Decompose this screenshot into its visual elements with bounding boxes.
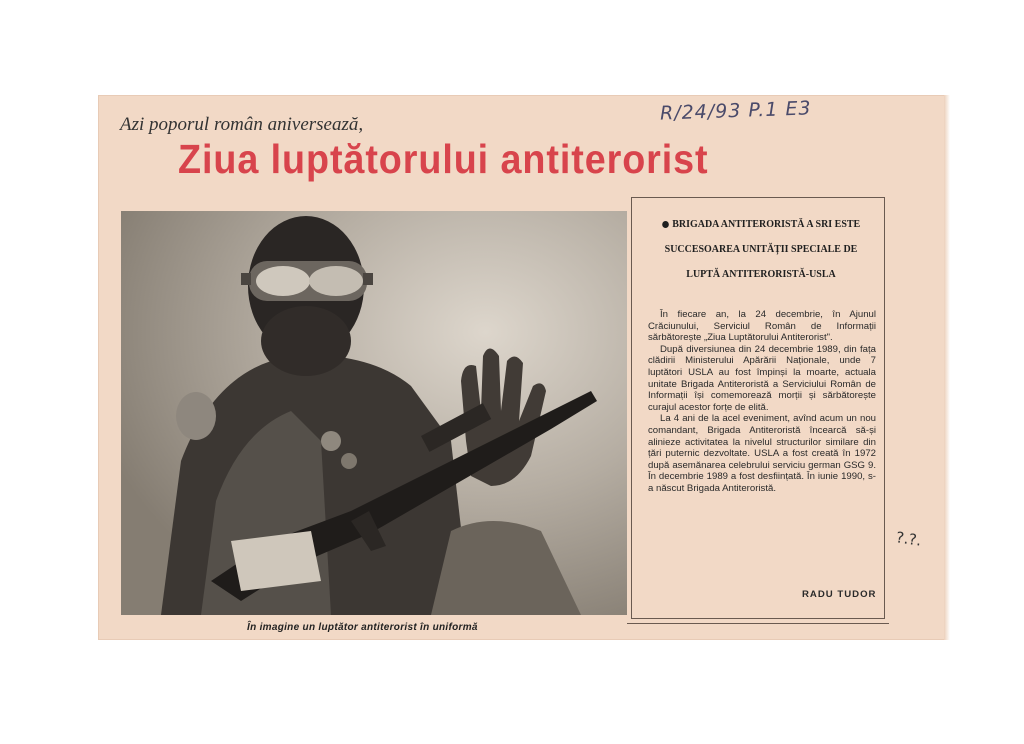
handwritten-archive-note: R/24/93 P.1 E3: [659, 97, 812, 125]
bullet-icon: [662, 221, 669, 228]
sidebar-body: [648, 309, 876, 495]
photo-caption: În imagine un luptător antiterorist în uniformă: [247, 622, 478, 633]
byline: RADU TUDOR: [802, 589, 877, 600]
masked-soldier-illustration: [121, 211, 627, 615]
sidebar-paragraph: La 4 ani de la acel eveniment, avînd acum un nou comandant, Brigada Antiteroristă încearcă să-și alinieze activitatea la nivelul structurilor similare din țări puternic dezvoltate. USLA a fost creată în 1972 după asemănarea celebrului serviciu german GSG 9. În decembrie 1989 a fost desființată. În iunie 1990, s-a născut Brigada Antiteroristă.: [648, 413, 876, 494]
handwritten-margin-mark: ?.?.: [894, 528, 923, 550]
divider: [627, 623, 889, 624]
headline: Ziua luptătorului antiterorist: [178, 136, 709, 182]
soldier-photo: [121, 211, 627, 615]
sidebar-paragraph: După diversiunea din 24 decembrie 1989, din fața clădirii Ministerului Apărării Naționale, unde 7 luptători USLA au fost împinși la moarte, actuala unitate Brigada Antiteroristă a Serviciului Român de Informații își comemorează morții și sărbătorește curajul acestor forțe de elită.: [648, 343, 876, 413]
sidebar-heading-text: BRIGADA ANTITERORISTĂ A SRI ESTE SUCCESOAREA UNITĂȚII SPECIALE DE LUPTĂ ANTITERORISTĂ-USLA: [664, 219, 861, 280]
sidebar-paragraph: În fiecare an, la 24 decembrie, în Ajunul Crăciunului, Serviciul Român de Informații sărbătorește „Ziua Luptătorului Antiterorist".: [648, 309, 876, 344]
sidebar-heading: [650, 212, 872, 287]
headline-kicker: Azi poporul român aniversează,: [120, 114, 364, 135]
sidebar-box: [631, 197, 885, 619]
clipping-edge: [944, 95, 950, 640]
